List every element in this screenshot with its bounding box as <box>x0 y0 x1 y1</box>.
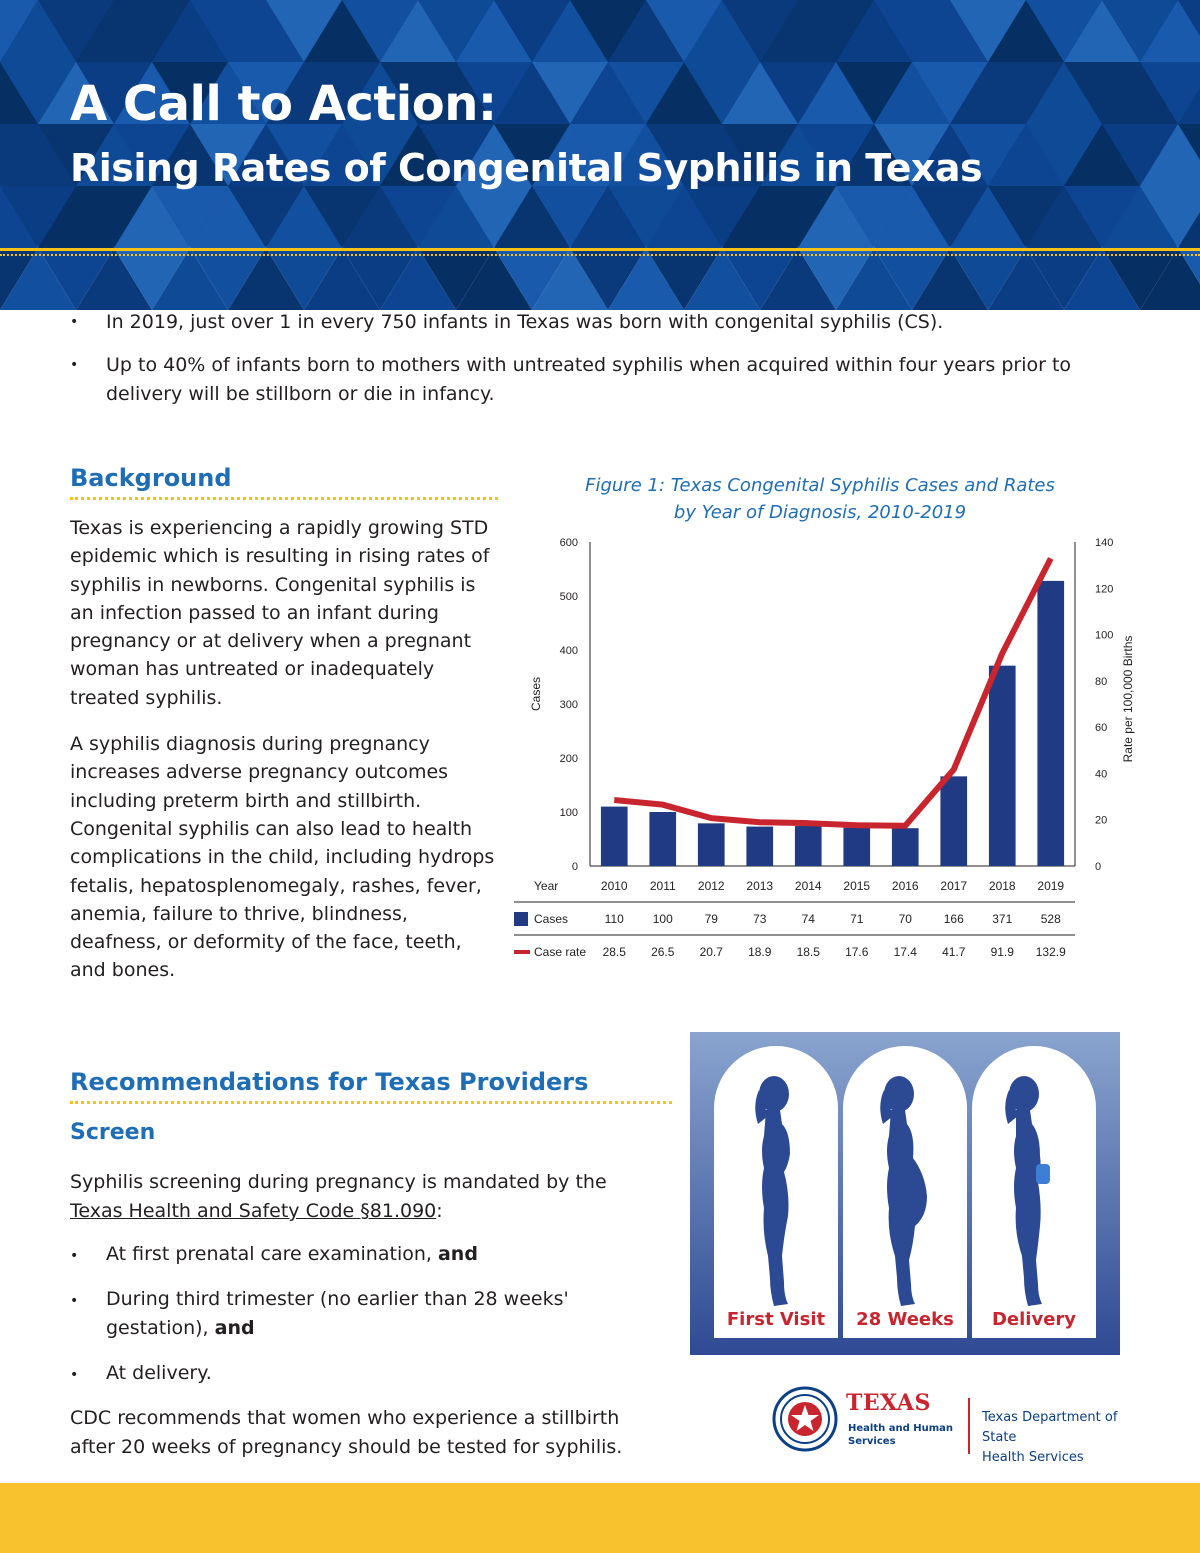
figure-title-line: Figure 1: Texas Congenital Syphilis Cases and Rates <box>585 475 1055 496</box>
data-label-rate: 26.5 <box>651 945 675 959</box>
line-case-rate <box>614 558 1051 825</box>
data-label-cases: 528 <box>1040 912 1061 926</box>
logo-hhs-line: Services <box>848 1436 896 1447</box>
data-label-rate: 91.9 <box>990 945 1014 959</box>
x-tick-label: 2011 <box>649 879 676 893</box>
screening-item-text: During third trimester (no earlier than 28 weeks' gestation), <box>106 1288 569 1339</box>
x-tick-label: 2017 <box>940 879 968 893</box>
x-tick-label: 2014 <box>794 879 822 893</box>
header-gold-rule <box>0 248 1200 251</box>
stage-label: 28 Weeks <box>856 1309 954 1330</box>
y2-tick-label: 60 <box>1095 722 1108 735</box>
stage-label: First Visit <box>726 1309 826 1330</box>
stage-label: Delivery <box>991 1309 1077 1330</box>
law-citation: Texas Health and Safety Code §81.090 <box>70 1200 437 1222</box>
data-label-rate: 20.7 <box>699 945 723 959</box>
screening-item-text: At first prenatal care examination, <box>106 1243 438 1265</box>
woman-with-baby-silhouette-icon <box>972 1046 1096 1338</box>
bar-cases <box>843 828 870 866</box>
background-text <box>70 514 500 1003</box>
stage-card-delivery <box>972 1046 1096 1338</box>
y2-tick-label: 40 <box>1095 768 1108 781</box>
woman-silhouette-icon <box>714 1046 838 1338</box>
recommendations-heading: Recommendations for Texas Providers <box>70 1068 589 1096</box>
data-label-cases: 110 <box>604 912 624 926</box>
bar-cases <box>892 828 919 866</box>
data-label-cases: 73 <box>753 912 767 926</box>
y-tick-label: 600 <box>559 537 578 549</box>
screening-item-bold: and <box>437 1243 478 1265</box>
bar-cases <box>746 827 773 866</box>
table-row-label-cases: Cases <box>534 912 569 926</box>
y-tick-label: 100 <box>559 807 578 819</box>
y-axis-label: Cases <box>529 676 543 712</box>
mandate-colon: : <box>436 1200 443 1222</box>
logo-hhs <box>848 1422 953 1448</box>
figure-title <box>520 472 1120 526</box>
data-label-cases: 100 <box>652 912 673 926</box>
y2-tick-label: 140 <box>1095 537 1114 549</box>
screening-item-text: At delivery. <box>106 1362 212 1384</box>
intro-bullet: • In 2019, just over 1 in every 750 infants in Texas was born with congenital syphilis (CS). <box>70 308 1130 337</box>
screening-mandate <box>70 1168 650 1226</box>
x-tick-label: 2012 <box>697 879 725 893</box>
bar-cases <box>795 826 822 866</box>
data-label-cases: 166 <box>943 912 964 926</box>
x-tick-label: 2016 <box>891 879 919 893</box>
data-label-rate: 18.9 <box>748 945 772 959</box>
y-tick-label: 300 <box>559 699 578 711</box>
y-tick-label: 0 <box>571 861 578 873</box>
screen-subheading: Screen <box>70 1120 156 1145</box>
logo-dshs-line: Health Services <box>982 1450 1084 1465</box>
background-heading: Background <box>70 464 232 492</box>
texas-seal-icon <box>772 1386 838 1452</box>
data-label-cases: 71 <box>850 912 864 926</box>
y-tick-label: 400 <box>559 645 578 657</box>
pregnancy-stages-panel <box>690 1032 1120 1355</box>
y2-tick-label: 120 <box>1095 583 1114 596</box>
data-label-rate: 28.5 <box>602 945 626 959</box>
background-paragraph: A syphilis diagnosis during pregnancy increases adverse pregnancy outcomes including preterm birth and stillbirth. Congenital syphilis can also lead to health complications in the child, including hydrops fetalis, hepatosplenomegaly, rashes, fever, anemia, failure to thrive, blindness, deafness, or deformity of the face, teeth, and bones. <box>70 733 495 982</box>
data-label-cases: 371 <box>992 912 1013 926</box>
recommendations-divider <box>70 1101 672 1104</box>
data-label-cases: 79 <box>704 912 718 926</box>
x-tick-label: 2018 <box>988 879 1016 893</box>
stage-card-28-weeks <box>843 1046 967 1338</box>
x-axis-label: Year <box>534 879 559 893</box>
screening-item <box>70 1285 650 1343</box>
logo-divider <box>968 1398 970 1454</box>
y-tick-label: 200 <box>559 753 578 765</box>
pregnant-woman-silhouette-icon <box>843 1046 967 1338</box>
screening-item <box>70 1240 650 1269</box>
x-tick-label: 2010 <box>600 879 628 893</box>
screening-item <box>70 1359 650 1388</box>
header-gold-dots <box>0 254 1200 256</box>
y2-axis-label: Rate per 100,000 Births <box>1121 635 1135 763</box>
x-tick-label: 2015 <box>843 879 871 893</box>
x-tick-label: 2019 <box>1037 879 1065 893</box>
bar-cases <box>601 807 628 866</box>
logo-dshs <box>982 1408 1152 1468</box>
bar-cases <box>989 666 1016 866</box>
cdc-note: CDC recommends that women who experience a stillbirth after 20 weeks of pregnancy should be tested for syphilis. <box>70 1407 623 1458</box>
bar-cases <box>1037 581 1064 866</box>
bar-cases <box>698 823 725 866</box>
data-label-cases: 70 <box>898 912 912 926</box>
y2-tick-label: 0 <box>1095 861 1102 873</box>
y2-tick-label: 100 <box>1095 629 1114 642</box>
screening-list <box>70 1240 650 1388</box>
y2-tick-label: 80 <box>1095 675 1108 688</box>
data-label-cases: 74 <box>801 912 815 926</box>
intro-bullet: • Up to 40% of infants born to mothers with untreated syphilis when acquired within four years prior to delivery will be stillborn or die in infancy. <box>70 351 1130 409</box>
data-label-rate: 17.4 <box>893 945 917 959</box>
stage-card-first-visit <box>714 1046 838 1338</box>
intro-bullet-list <box>70 308 1130 423</box>
logo-dshs-line: Texas Department of State <box>982 1410 1118 1445</box>
recommendations-text <box>70 1168 650 1462</box>
bar-cases <box>940 776 967 866</box>
background-paragraph: Texas is experiencing a rapidly growing STD epidemic which is resulting in rising rates of syphilis in newborns. Congenital syphilis is an infection passed to an infant during pregnancy or at delivery when a pregnant woman has untreated or inadequately treated syphilis. <box>70 517 490 709</box>
bar-cases <box>649 812 676 866</box>
page-title: A Call to Action: <box>70 76 497 132</box>
figure-title-line: by Year of Diagnosis, 2010-2019 <box>673 502 967 523</box>
footer-gold-bar <box>0 1483 1200 1553</box>
legend-swatch-cases <box>514 912 528 926</box>
header-banner <box>0 0 1200 246</box>
data-label-rate: 17.6 <box>845 945 869 959</box>
data-label-rate: 41.7 <box>942 945 966 959</box>
logo-hhs-line: Health and Human <box>848 1423 953 1434</box>
y-tick-label: 500 <box>559 591 578 603</box>
x-tick-label: 2013 <box>746 879 774 893</box>
page-subtitle: Rising Rates of Congenital Syphilis in Texas <box>70 146 983 190</box>
logo-texas: TEXAS <box>846 1390 931 1416</box>
cases-rates-chart <box>500 530 1135 970</box>
table-row-label-rate: Case rate <box>534 945 587 959</box>
data-label-rate: 18.5 <box>796 945 820 959</box>
screening-item-bold: and <box>214 1317 255 1339</box>
y2-tick-label: 20 <box>1095 814 1108 827</box>
data-label-rate: 132.9 <box>1035 945 1066 959</box>
agency-logo <box>772 1384 1152 1464</box>
background-divider <box>70 497 498 500</box>
mandate-text: Syphilis screening during pregnancy is mandated by the <box>70 1171 607 1193</box>
